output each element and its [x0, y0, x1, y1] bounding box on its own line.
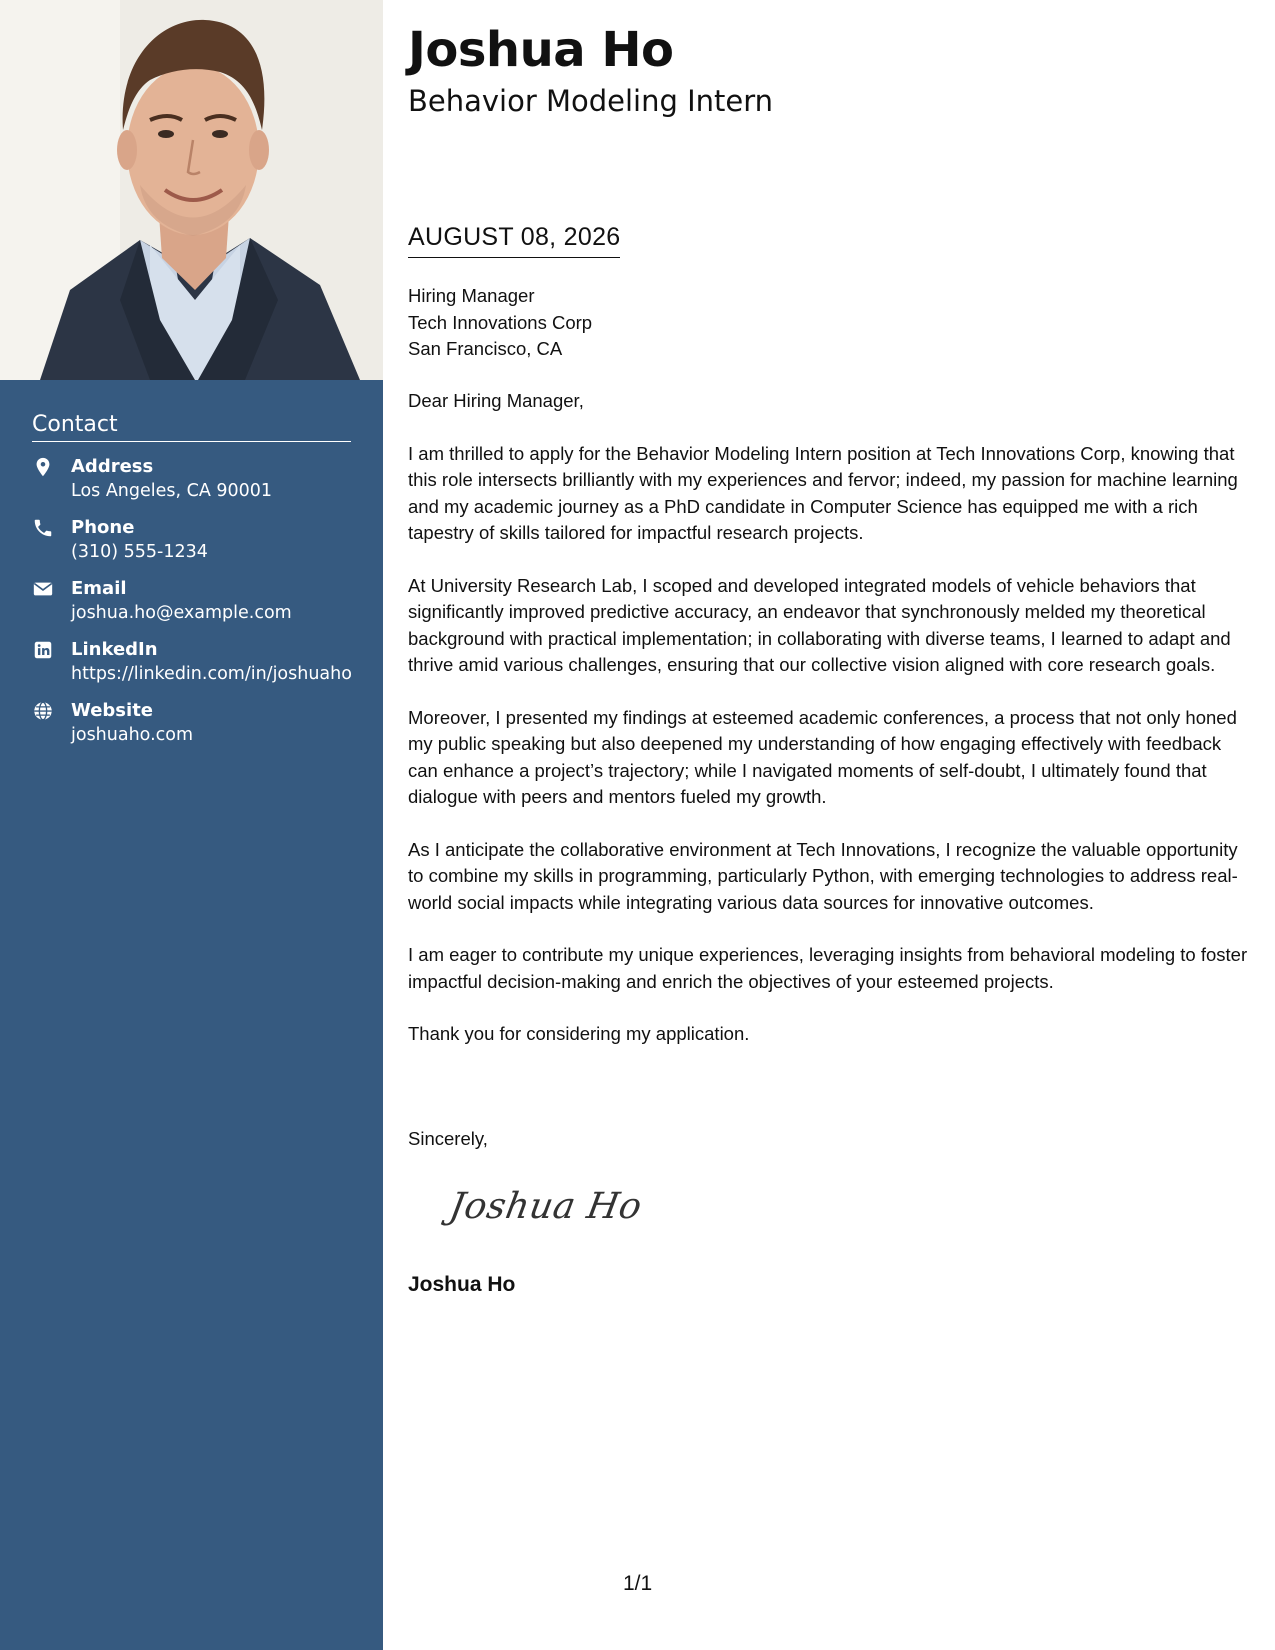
contact-label: LinkedIn: [71, 639, 158, 660]
contact-label: Address: [71, 456, 154, 477]
recipient-block: [408, 283, 592, 363]
contact-item-linkedin: [32, 638, 351, 686]
paragraph: I am eager to contribute my unique experiences, leveraging insights from behavioral modeling to foster impactful decision-making and enrich the objectives of your esteemed projects.: [408, 944, 1248, 992]
contact-label: Email: [71, 578, 127, 599]
envelope-icon: [32, 578, 54, 600]
contact-heading: Contact: [32, 412, 351, 442]
globe-icon: [32, 700, 54, 722]
page-number: 1/1: [623, 1572, 653, 1595]
applicant-name: Joshua Ho: [408, 22, 674, 78]
applicant-title: Behavior Modeling Intern: [408, 84, 774, 118]
paragraph: As I anticipate the collaborative environment at Tech Innovations, I recognize the valuable opportunity to combine my skills in programming, particularly Python, with emerging technologies to address real-world social impacts while integrating various data sources for innovative outcomes.: [408, 838, 1238, 913]
location-pin-icon: [32, 456, 54, 478]
paragraph: At University Research Lab, I scoped and developed integrated models of vehicle behaviors that significantly improved predictive accuracy, an endeavor that synchronously melded my theoretical background with practical implementation; in collaborating with diverse teams, I learned to adapt and thrive amid various challenges, ensuring that our collective vision aligned with core research goals.: [408, 574, 1231, 675]
email-value[interactable]: joshua.ho@example.com: [71, 603, 292, 623]
signer-name: Joshua Ho: [408, 1273, 516, 1296]
sidebar: [0, 0, 383, 1650]
contact-item-email: [32, 577, 351, 625]
salutation: Dear Hiring Manager,: [408, 390, 584, 411]
paragraph: Thank you for considering my application.: [408, 1023, 750, 1044]
website-value[interactable]: joshuaho.com: [71, 725, 194, 745]
closing: Sincerely,: [408, 1128, 488, 1149]
handwritten-signature: Joshua Ho: [446, 1186, 646, 1227]
recipient-line: San Francisco, CA: [408, 338, 563, 359]
paragraph: Moreover, I presented my findings at esteemed academic conferences, a process that not only honed my public speaking but also deepened my understanding of how engaging effectively with feedback can enhance a project’s trajectory; while I navigated moments of self-doubt, I ultimately found that dialogue with peers and mentors fueled my growth.: [408, 706, 1237, 807]
contact-section: [32, 412, 351, 747]
recipient-line: Tech Innovations Corp: [408, 311, 593, 333]
profile-photo: [0, 0, 383, 380]
contact-item-address: [32, 455, 351, 503]
letter-date: AUGUST 08, 2026: [408, 223, 620, 258]
contact-item-website: [32, 699, 351, 747]
linkedin-icon: [32, 639, 54, 661]
recipient-line: Hiring Manager: [408, 285, 535, 306]
address-value: Los Angeles, CA 90001: [71, 481, 273, 501]
paragraph: I am thrilled to apply for the Behavior Modeling Intern position at Tech Innovations Corp, knowing that this role intersects brilliantly with my experiences and fervor; indeed, my passion for machine learning and my academic journey as a PhD candidate in Computer Science has equipped me with a rich tapestry of skills tailored for impactful research projects.: [408, 442, 1238, 543]
phone-icon: [32, 517, 54, 539]
phone-value[interactable]: (310) 555-1234: [71, 542, 208, 562]
letter-content: [408, 388, 1253, 1074]
portrait-illustration: [0, 0, 383, 380]
contact-item-phone: [32, 516, 351, 564]
contact-label: Phone: [71, 517, 135, 538]
contact-label: Website: [71, 700, 154, 721]
linkedin-value[interactable]: https://linkedin.com/in/joshuaho: [71, 664, 352, 684]
